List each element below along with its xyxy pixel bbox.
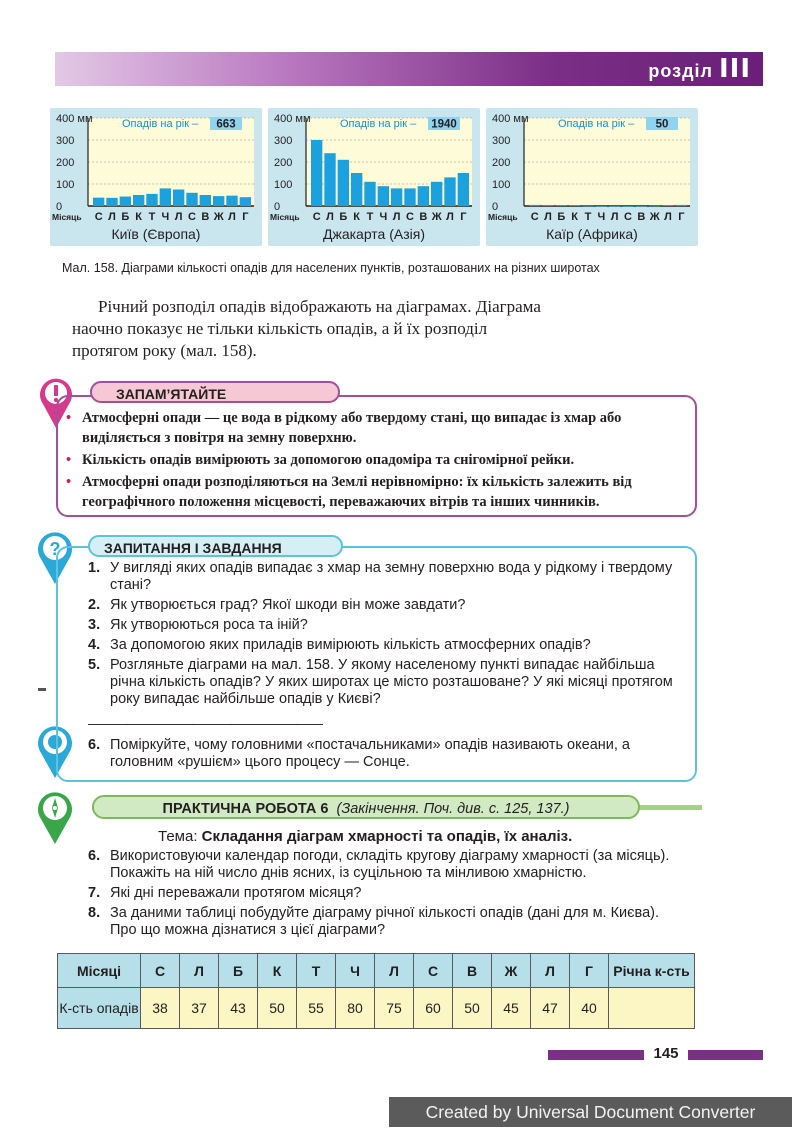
chart-bar xyxy=(186,193,197,206)
x-tick-label: Л xyxy=(664,211,672,223)
chart-bar xyxy=(609,206,620,207)
chart-bar xyxy=(311,140,322,206)
chart-bar xyxy=(596,206,607,207)
y-tick-label: 200 xyxy=(492,157,511,169)
y-tick-label: 200 xyxy=(56,157,75,169)
y-tick-label: 200 xyxy=(274,157,293,169)
x-tick-label: Б xyxy=(557,211,566,223)
practical-list xyxy=(88,848,688,942)
x-tick-label: Л xyxy=(544,211,552,223)
y-tick-label: 400 мм xyxy=(56,113,93,125)
chart-bar xyxy=(444,177,455,206)
remember-list xyxy=(66,408,686,514)
chart-bar xyxy=(226,196,237,206)
table-header-cell: С xyxy=(414,954,453,988)
table-cell: 50 xyxy=(258,988,297,1029)
annual-total-value: 50 xyxy=(655,118,669,131)
x-tick-label: Л xyxy=(446,211,454,223)
remember-item: • Атмосферні опади розподіляються на Землі нерівномірно: їх кількість залежить від географічного положення місцевості, переважаючих вітрів та інших чинників. xyxy=(66,472,686,512)
chart-bar xyxy=(676,205,687,206)
question-text: Як утворюється град? Якої шкоди він може завдати? xyxy=(110,597,466,613)
chart-bar xyxy=(146,194,157,206)
theme-label: Тема: xyxy=(158,828,198,845)
x-tick-label: Ж xyxy=(431,211,442,223)
question-text: Розгляньте діаграми на мал. 158. У якому населеному пункті випадає найбільша річна кількість опадів? У яких широтах це місто розташоване? У які місяці протягом року випадає найбільше опадів у Києві? xyxy=(110,657,673,707)
question-item-6 xyxy=(88,737,688,774)
y-tick-label: 0 xyxy=(274,201,281,213)
separator-line: —————————————————— xyxy=(88,715,322,731)
practical-theme xyxy=(158,828,572,845)
x-tick-label: Л xyxy=(108,211,116,223)
item-number: 6. xyxy=(88,848,101,864)
table-cell: 37 xyxy=(180,988,219,1029)
chart-svg xyxy=(50,108,262,226)
chart-bar xyxy=(133,195,144,206)
table-header-cell: Місяці xyxy=(58,954,141,988)
question-text: У вигляді яких опадів випадає з хмар на земну поверхню вода у рідкому і твердому стані? xyxy=(110,560,673,593)
chart-bar xyxy=(378,186,389,206)
table-header-cell: Річна к-сть xyxy=(609,954,695,988)
practical-item xyxy=(88,905,688,939)
x-tick-label: Б xyxy=(339,211,348,223)
x-tick-label: С xyxy=(94,211,103,223)
table-cell: 80 xyxy=(336,988,375,1029)
remember-item: • Кількість опадів вимірюють за допомогою опадоміра та снігомірної рейки. xyxy=(66,450,686,470)
question-number: 5. xyxy=(88,657,101,673)
x-tick-label: Г xyxy=(460,211,467,223)
remember-title: ЗАПАМ’ЯТАЙТЕ xyxy=(90,381,340,403)
chart-bar xyxy=(458,173,469,206)
table-cell: 50 xyxy=(453,988,492,1029)
table-header-cell: Л xyxy=(375,954,414,988)
question-item xyxy=(88,560,688,594)
table-cell xyxy=(609,988,695,1029)
chart-bar xyxy=(364,182,375,206)
x-tick-label: Л xyxy=(174,211,183,223)
chart-jakarta xyxy=(268,108,480,246)
section-label xyxy=(648,52,751,86)
table-header-cell: Т xyxy=(297,954,336,988)
section-roman-numeral: III xyxy=(718,54,751,84)
chart-bar xyxy=(582,206,593,207)
chart-bar xyxy=(649,206,660,207)
table-cell: 40 xyxy=(570,988,609,1029)
question-number: 1. xyxy=(88,560,101,576)
chart-svg xyxy=(486,108,698,226)
compass-icon xyxy=(36,788,74,846)
chart-bar xyxy=(240,197,251,206)
x-tick-label: В xyxy=(419,211,428,223)
practical-item xyxy=(88,885,688,902)
page-number: 145 xyxy=(644,1043,688,1065)
x-tick-label: Г xyxy=(678,211,685,223)
table-header-cell: Г xyxy=(570,954,609,988)
month-axis-label: Місяць xyxy=(270,212,300,222)
table-header-cell: В xyxy=(453,954,492,988)
question-text: Як утворюються роса та іній? xyxy=(110,617,308,633)
section-header-bar xyxy=(55,52,763,86)
table-header-cell: Ж xyxy=(492,954,531,988)
question-item xyxy=(88,657,688,708)
chart-bar xyxy=(213,196,224,206)
table-header-cell: Б xyxy=(219,954,258,988)
x-tick-label: С xyxy=(188,211,196,223)
x-tick-label: С xyxy=(530,211,539,223)
margin-mark xyxy=(38,688,46,691)
y-tick-label: 300 xyxy=(56,135,75,147)
y-tick-label: 0 xyxy=(492,201,499,213)
annual-total-value: 1940 xyxy=(431,118,457,131)
y-tick-label: 300 xyxy=(492,135,511,147)
annual-total-label: Опадів на рік – xyxy=(558,118,635,130)
chart-bar xyxy=(636,206,647,207)
question-item xyxy=(88,637,688,654)
chart-bar xyxy=(622,206,633,207)
table-row-label: К-сть опадів xyxy=(58,988,141,1029)
x-tick-label: Ж xyxy=(213,211,224,223)
chart-bar xyxy=(391,188,402,206)
y-tick-label: 0 xyxy=(56,201,63,213)
figure-caption: Мал. 158. Діаграми кількості опадів для населених пунктів, розташованих на різних широтах xyxy=(62,261,600,275)
chart-cairo xyxy=(486,108,698,246)
question-number: 4. xyxy=(88,637,101,653)
chart-bar xyxy=(338,160,349,206)
chart-bar xyxy=(431,182,442,206)
x-tick-label: Ж xyxy=(649,211,660,223)
table-row xyxy=(58,988,695,1029)
watermark: Created by Universal Document Converter xyxy=(389,1097,792,1127)
chart-bar xyxy=(418,186,429,206)
x-tick-label: Л xyxy=(392,211,401,223)
question-item xyxy=(88,597,688,614)
chart-city-title: Джакарта (Азія) xyxy=(322,226,426,242)
month-axis-label: Місяць xyxy=(488,212,518,222)
y-tick-label: 100 xyxy=(492,179,511,191)
x-tick-label: Л xyxy=(228,211,236,223)
question-number: 6. xyxy=(88,737,101,753)
chart-bar xyxy=(173,190,184,207)
y-tick-label: 400 мм xyxy=(492,113,529,125)
chart-svg xyxy=(268,108,480,226)
chart-city-title: Київ (Європа) xyxy=(111,226,201,242)
table-cell: 47 xyxy=(531,988,570,1029)
y-tick-label: 100 xyxy=(274,179,293,191)
x-tick-label: Ч xyxy=(161,211,170,223)
practical-title xyxy=(92,795,640,819)
table-cell: 43 xyxy=(219,988,258,1029)
table-header-cell: Ч xyxy=(336,954,375,988)
table-header-cell: Л xyxy=(180,954,219,988)
x-tick-label: К xyxy=(571,211,579,223)
chart-bar xyxy=(556,205,567,206)
chart-bar xyxy=(120,197,131,206)
table-cell: 55 xyxy=(297,988,336,1029)
table-cell: 45 xyxy=(492,988,531,1029)
x-tick-label: К xyxy=(353,211,361,223)
theme-text: Складання діаграм хмарності та опадів, їх аналіз. xyxy=(201,828,573,845)
item-number: 8. xyxy=(88,905,101,921)
annual-total-label: Опадів на рік – xyxy=(340,118,417,130)
x-tick-label: Л xyxy=(326,211,334,223)
chart-bar xyxy=(404,188,415,206)
item-number: 7. xyxy=(88,885,101,901)
x-tick-label: С xyxy=(624,211,632,223)
chart-bar xyxy=(324,153,335,206)
question-text: Поміркуйте, чому головними «постачальниками» опадів називають океани, а головним «рушієм» цього процесу — Сонце. xyxy=(110,737,630,770)
chart-city-title: Каїр (Африка) xyxy=(546,226,638,242)
x-tick-label: К xyxy=(135,211,143,223)
remember-item: • Атмосферні опади — це вода в рідкому або твердому стані, що випадає із хмар або виділяється з повітря на земну поверхню. xyxy=(66,408,686,448)
body-paragraph xyxy=(72,296,542,362)
x-tick-label: В xyxy=(637,211,646,223)
paragraph-text: Річний розподіл опадів відображають на діаграмах. Діаграма наочно показує не тільки кількість опадів, а й їх розподіл протягом року (мал. 158). xyxy=(72,297,541,360)
x-tick-label: Т xyxy=(584,211,592,223)
question-text: За допомогою яких приладів вимірюють кількість атмосферних опадів? xyxy=(110,637,591,653)
chart-bar xyxy=(160,188,171,206)
practical-item xyxy=(88,848,688,882)
x-tick-label: Ч xyxy=(379,211,388,223)
table-cell: 60 xyxy=(414,988,453,1029)
x-tick-label: Т xyxy=(148,211,156,223)
question-item xyxy=(88,737,688,771)
item-text: За даними таблиці побудуйте діаграму річної кількості опадів (дані для м. Києва). Про що можна дізнатися з цієї діаграми? xyxy=(110,905,660,938)
questions-list xyxy=(88,560,688,711)
table-cell: 75 xyxy=(375,988,414,1029)
practical-subtitle: (Закінчення. Поч. див. с. 125, 137.) xyxy=(336,801,570,817)
month-axis-label: Місяць xyxy=(52,212,82,222)
chart-bar xyxy=(106,198,117,206)
x-tick-label: С xyxy=(406,211,414,223)
table-header-cell: Л xyxy=(531,954,570,988)
x-tick-label: Г xyxy=(242,211,249,223)
table-header-cell: С xyxy=(141,954,180,988)
item-text: Використовуючи календар погоди, складіть кругову діаграму хмарності (за місяць). Покажіть на ній число днів ясних, із суцільною та мінливою хмарністю. xyxy=(110,848,670,881)
x-tick-label: В xyxy=(201,211,210,223)
item-text: Які дні переважали протягом місяця? xyxy=(110,885,362,901)
x-tick-label: С xyxy=(312,211,321,223)
table-header-row xyxy=(58,954,695,988)
precipitation-table xyxy=(57,953,695,1029)
chart-bar xyxy=(200,195,211,206)
chart-kyiv xyxy=(50,108,262,246)
chart-bar xyxy=(542,205,553,206)
chart-bar xyxy=(93,198,104,206)
question-number: 2. xyxy=(88,597,101,613)
x-tick-label: Б xyxy=(121,211,130,223)
table-cell: 38 xyxy=(141,988,180,1029)
svg-text:?: ? xyxy=(49,539,61,559)
question-number: 3. xyxy=(88,617,101,633)
chart-bar xyxy=(662,205,673,206)
chart-bar xyxy=(569,206,580,207)
chart-bar xyxy=(351,173,362,206)
y-tick-label: 300 xyxy=(274,135,293,147)
y-tick-label: 100 xyxy=(56,179,75,191)
practical-heading: ПРАКТИЧНА РОБОТА 6 xyxy=(162,801,329,817)
section-word: розділ xyxy=(648,61,713,81)
x-tick-label: Т xyxy=(366,211,374,223)
annual-total-label: Опадів на рік – xyxy=(122,118,199,130)
x-tick-label: Ч xyxy=(597,211,606,223)
y-tick-label: 400 мм xyxy=(274,113,311,125)
x-tick-label: Л xyxy=(610,211,619,223)
question-item xyxy=(88,617,688,634)
questions-title: ЗАПИТАННЯ І ЗАВДАННЯ xyxy=(88,535,343,557)
table-header-cell: К xyxy=(258,954,297,988)
chart-bar xyxy=(529,205,540,206)
annual-total-value: 663 xyxy=(216,118,236,131)
